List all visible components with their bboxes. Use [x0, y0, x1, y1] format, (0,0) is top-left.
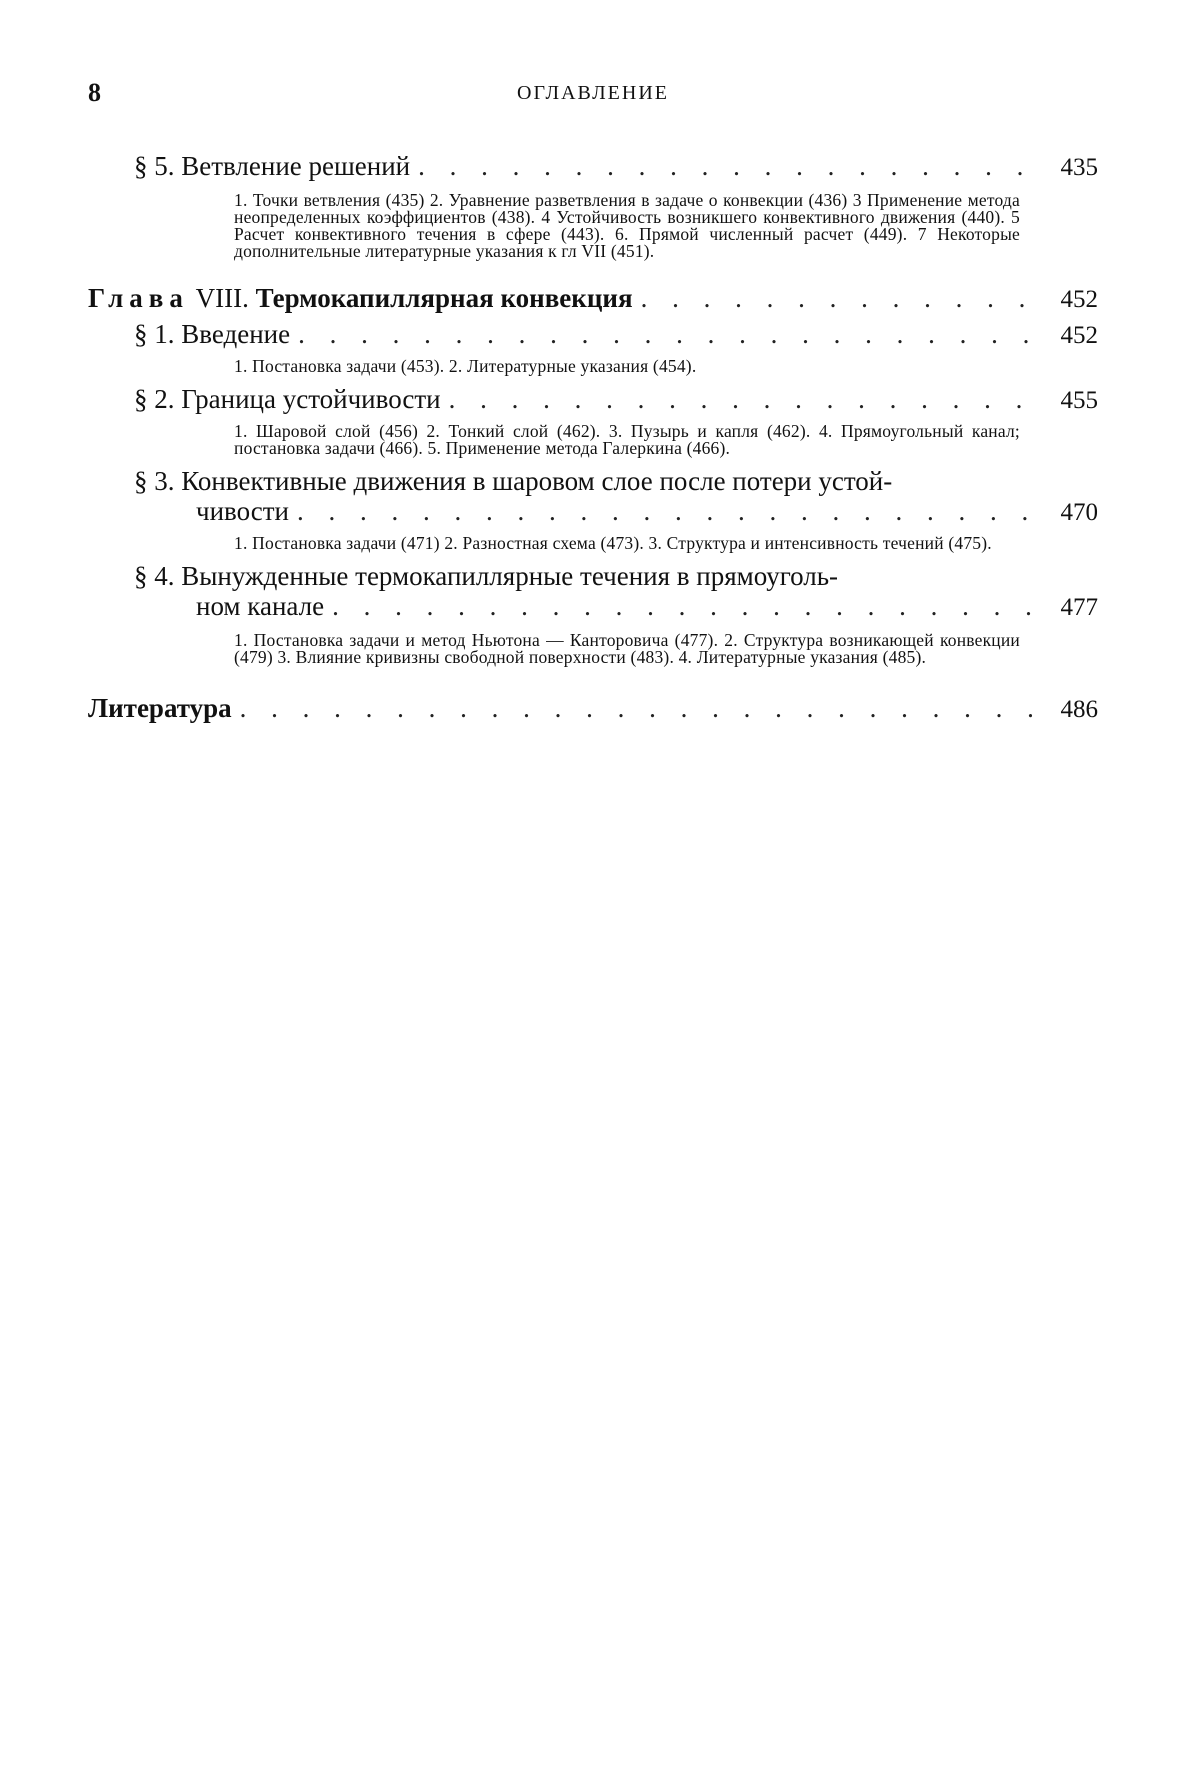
section-number: § 1.	[134, 319, 175, 349]
dot-leader	[240, 692, 1032, 724]
page-ref: 455	[1060, 387, 1098, 414]
page-ref: 486	[1060, 696, 1098, 723]
page-number: 8	[88, 78, 101, 107]
dot-leader	[298, 318, 1032, 350]
page-ref: 477	[1060, 594, 1098, 621]
toc-entry-literature[interactable]	[88, 692, 1098, 726]
page-ref: 452	[1060, 286, 1098, 313]
toc-entry-section-5[interactable]	[134, 150, 1098, 184]
toc-entry-ch8-section-1[interactable]	[134, 318, 1098, 352]
dot-leader	[418, 150, 1032, 182]
dot-leader	[297, 495, 1032, 527]
toc-entry-ch8-section-2[interactable]	[134, 383, 1098, 417]
subsection-list: 1. Шаровой слой (456) 2. Тонкий слой (462). 3. Пузырь и капля (462). 4. Прямоугольный канал; постановка задачи (466). 5. Применение метода Галеркина (466).	[234, 421, 1020, 458]
chapter-label: Глава	[88, 283, 189, 313]
page-ref: 452	[1060, 322, 1098, 349]
section-title: Граница устойчивости	[181, 384, 441, 414]
toc-entry-chapter-8[interactable]	[88, 282, 1098, 316]
dot-leader	[449, 383, 1032, 415]
literature-title: Литература	[88, 693, 232, 723]
chapter-title: Термокапиллярная конвекция	[255, 283, 633, 313]
subsection-list: 1. Постановка задачи (471) 2. Разностная схема (473). 3. Структура и интенсивность течений (475).	[234, 533, 992, 553]
section-number: § 4.	[134, 561, 175, 591]
page-header	[88, 78, 1098, 118]
page-ref: 470	[1060, 499, 1098, 526]
section-number: § 3.	[134, 466, 175, 496]
page-ref: 435	[1060, 154, 1098, 181]
subsection-list: 1. Точки ветвления (435) 2. Уравнение разветвления в задаче о конвекции (436) 3 Применение метода неопределенных коэффициентов (438). 4 Устойчивость возникшего конвективного движения (440). 5 Расчет конвективного течения в сфере (443). 6. Прямой численный расчет (449). 7 Некоторые дополнительные литературные указания к гл VII (451).	[234, 190, 1020, 261]
subsection-list: 1. Постановка задачи (453). 2. Литературные указания (454).	[234, 356, 697, 376]
section-title-line-1: § 3. Конвективные движения в шаровом слое после потери устой-	[134, 466, 893, 496]
section-title-line-1: § 4. Вынужденные термокапиллярные течения в прямоуголь-	[134, 561, 839, 591]
section-title: Введение	[181, 319, 291, 349]
toc-entry-ch8-section-4[interactable]	[134, 562, 1098, 624]
section-number: § 5.	[134, 151, 175, 181]
section-title-line-2: ном канале	[196, 591, 325, 621]
dot-leader	[332, 590, 1032, 622]
dot-leader	[641, 282, 1032, 314]
table-of-contents	[88, 150, 1098, 726]
section-title: Ветвление решений	[181, 151, 411, 181]
section-number: § 2.	[134, 384, 175, 414]
subsection-list: 1. Постановка задачи и метод Ньютона — Канторовича (477). 2. Структура возникающей конвекции (479) 3. Влияние кривизны свободной поверхности (483). 4. Литературные указания (485).	[234, 630, 1020, 667]
section-title-line-2: чивости	[196, 496, 289, 526]
chapter-number: VIII.	[195, 283, 249, 313]
toc-entry-ch8-section-3[interactable]	[134, 467, 1098, 529]
running-title: ОГЛАВЛЕНИЕ	[517, 82, 669, 104]
